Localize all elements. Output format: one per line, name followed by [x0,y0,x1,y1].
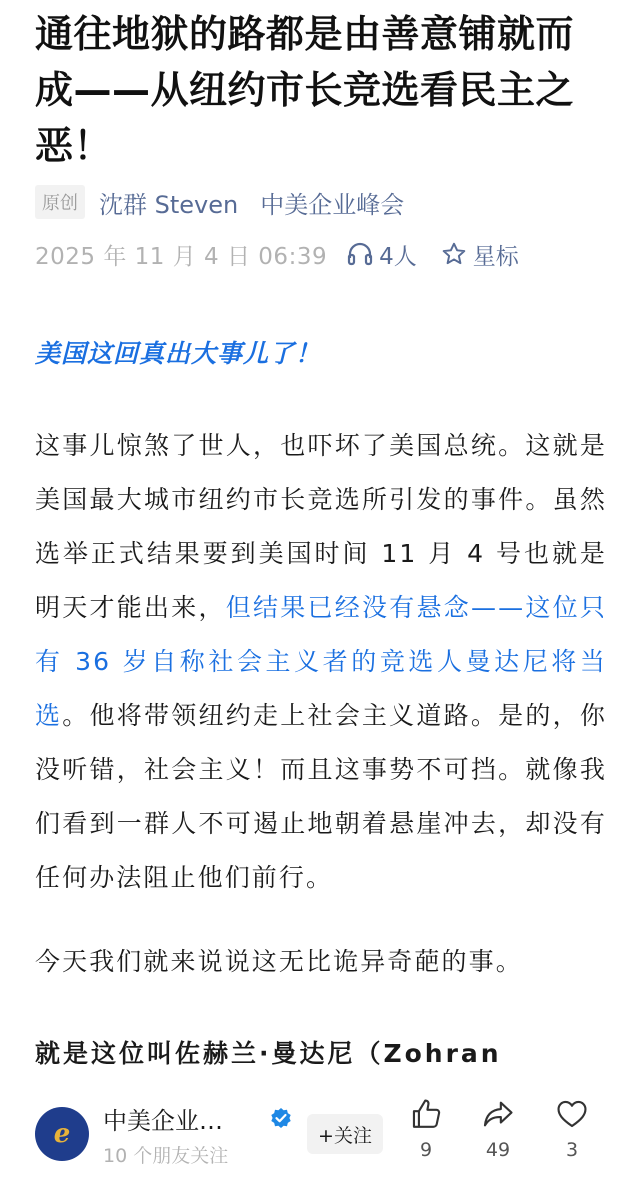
author-link[interactable]: 沈群 Steven [99,190,239,219]
paragraph-text: 这事儿惊煞了世人，也吓坏了美国总统。这就是美国最大城市纽约市长竞选所引发的事件。虽然选举正式结果要到美国时间 11 月 4 号也就是明天才能出来， [35,431,607,622]
like-button[interactable] [396,1097,456,1161]
article-title: 通往地狱的路都是由善意铺就而成——从纽约市长竞选看民主之恶！ [35,12,575,168]
lead-sentence: 美国这回真出大事儿了！ [35,339,322,368]
thumbs-up-icon [409,1097,443,1131]
heart-button[interactable] [542,1097,602,1161]
heart-count: 3 [565,1139,579,1161]
headphones-icon [347,242,373,266]
article-meta [35,185,404,219]
paragraph-text: 。他将带领纽约走上社会主义道路。是的，你没听错，社会主义！而且这事势不可挡。就像我们看到一群人不可遏止地朝着悬崖冲去，却没有任何办法阻止他们前行。 [35,701,607,892]
account-link[interactable]: 中美企业峰会 [260,190,405,219]
star-button[interactable] [441,238,519,271]
friends-follow-count: 10 个朋友关注 [103,1145,229,1167]
article-meta-secondary [35,236,519,272]
logo-icon: e [53,1119,71,1149]
account-name[interactable]: 中美企业… [103,1107,223,1135]
share-count: 49 [485,1139,511,1161]
account-avatar[interactable] [35,1107,89,1161]
paragraph-1 [35,419,607,905]
highlighted-text: 但结果已经没有悬念——这位只有 36 岁自称社会主义者的竞选人曼达尼将当选 [35,593,607,730]
original-badge: 原创 [35,185,85,219]
verified-icon [270,1107,292,1129]
share-icon [481,1097,515,1131]
like-count: 9 [419,1139,433,1161]
share-button[interactable] [468,1097,528,1161]
listener-count: 4人 [379,243,417,270]
follow-button[interactable]: +关注 [307,1114,383,1154]
paragraph-2: 今天我们就来说说这无比诡异奇葩的事。 [35,947,523,976]
bottom-bar [0,1085,640,1199]
heart-icon [555,1097,589,1131]
listen-button[interactable] [347,238,417,271]
publish-date: 2025 年 11 月 4 日 06:39 [35,243,328,270]
paragraph-3: 就是这位叫佐赫兰·曼达尼（Zohran [35,1039,502,1068]
star-label: 星标 [472,243,519,270]
star-icon [441,241,467,267]
